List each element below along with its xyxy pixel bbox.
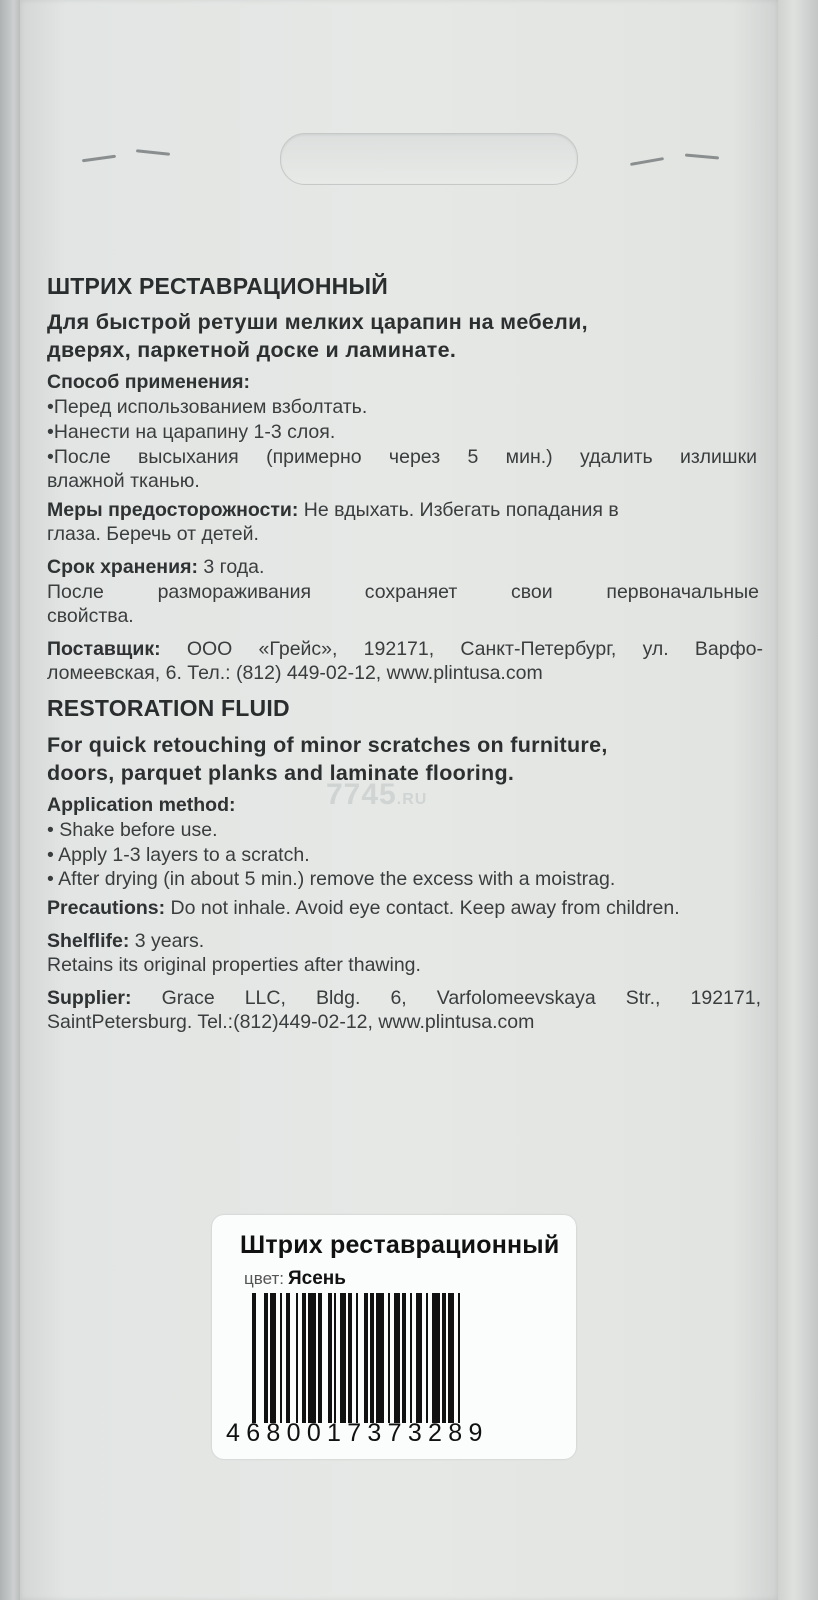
ru-subtitle-line1: Для быстрой ретуши мелких царапин на мебели, (47, 310, 588, 334)
ru-precautions-label: Меры предосторожности: (47, 499, 299, 521)
barcode-bar (432, 1293, 440, 1423)
en-supplier-label: Supplier: (47, 987, 132, 1009)
ru-shelf-note2: свойства. (47, 605, 134, 627)
barcode-bar (458, 1293, 460, 1423)
ru-supplier-label: Поставщик: (47, 638, 161, 660)
en-precautions-text: Do not inhale. Avoid eye contact. Keep away from children. (165, 897, 680, 919)
ru-precautions (47, 498, 777, 522)
en-subtitle-line1: For quick retouching of minor scratches on furniture, (47, 733, 608, 757)
package-left-edge (0, 0, 20, 1600)
sticker-color-label: цвет: (244, 1269, 284, 1288)
ru-supplier-text: ООО «Грейс», 192171, Санкт-Петербург, ул. Варфо- (160, 638, 763, 660)
en-method-item: • Apply 1-3 layers to a scratch. (47, 844, 310, 866)
ru-precautions-text2: глаза. Беречь от детей. (47, 523, 259, 545)
barcode-bar (448, 1293, 454, 1423)
barcode-bar (318, 1293, 322, 1423)
barcode-bar (334, 1293, 336, 1423)
ru-supplier (47, 637, 763, 661)
en-shelf (47, 929, 777, 953)
en-method-item: • After drying (in about 5 min.) remove the excess with a moistrag. (47, 868, 616, 890)
barcode-bar (394, 1293, 400, 1423)
ru-shelf-text: 3 года. (197, 556, 265, 578)
card-slit (82, 155, 116, 163)
en-title: RESTORATION FLUID (47, 695, 290, 721)
en-shelf-text: 3 years. (129, 930, 205, 952)
ru-method-label: Способ применения: (47, 371, 250, 393)
sticker-color-value: Ясень (287, 1268, 346, 1289)
barcode-bar (252, 1293, 256, 1423)
en-supplier (47, 986, 761, 1010)
watermark-logo: 7745.RU (326, 778, 428, 811)
barcode-bar (370, 1293, 374, 1423)
en-subtitle-line2: doors, parquet planks and laminate flooring. (47, 761, 515, 785)
barcode-bar (364, 1293, 368, 1423)
ru-shelf-label: Срок хранения: (47, 556, 198, 578)
product-sticker (212, 1215, 576, 1459)
en-precautions-label: Precautions: (47, 897, 166, 919)
barcode-bar (270, 1293, 276, 1423)
ru-shelf (47, 555, 777, 579)
sticker-color (244, 1268, 346, 1290)
barcode-bar (348, 1293, 352, 1423)
hang-hole (280, 133, 578, 185)
barcode-bar (442, 1293, 446, 1423)
barcode-bar (426, 1293, 428, 1423)
package-right-edge (778, 0, 818, 1600)
barcode-bar (376, 1293, 384, 1423)
barcode-bar (356, 1293, 358, 1423)
barcode-digits: 4680017373289 (226, 1419, 489, 1447)
en-supplier-text: Grace LLC, Bldg. 6, Varfolomeevskaya Str., 192171, (131, 987, 761, 1009)
en-shelf-label: Shelflife: (47, 930, 130, 952)
en-method-label: Application method: (47, 794, 236, 816)
barcode-bar (302, 1293, 306, 1423)
en-method-item: • Shake before use. (47, 819, 218, 841)
barcode-bar (388, 1293, 390, 1423)
ru-method-item: •Нанести на царапину 1-3 слоя. (47, 421, 336, 443)
ru-supplier-text2: ломеевская, 6. Тел.: (812) 449-02-12, www.plintusa.com (47, 662, 543, 684)
ru-title: ШТРИХ РЕСТАВРАЦИОННЫЙ (47, 273, 388, 299)
ru-subtitle-line2: дверях, паркетной доске и ламинате. (47, 338, 457, 362)
en-shelf-note: Retains its original properties after thawing. (47, 954, 421, 976)
barcode-bar (402, 1293, 406, 1423)
ru-method-item: влажной тканью. (47, 470, 200, 492)
barcode-bar (416, 1293, 422, 1423)
ru-shelf-note1: После размораживания сохраняет свои первоначальные (47, 581, 759, 603)
barcode-bar (264, 1293, 268, 1423)
barcode-bar (340, 1293, 346, 1423)
barcode-bar (296, 1293, 298, 1423)
barcode-bar (328, 1293, 332, 1423)
barcode-icon (252, 1293, 558, 1423)
en-supplier-text2: SaintPetersburg. Tel.:(812)449-02-12, www.plintusa.com (47, 1011, 535, 1033)
barcode-bar (280, 1293, 282, 1423)
ru-method-item: •После высыхания (примерно через 5 мин.) удалить излишки (47, 446, 757, 468)
barcode-bar (308, 1293, 316, 1423)
en-precautions (47, 896, 777, 920)
barcode-bar (286, 1293, 290, 1423)
card-slit (136, 149, 170, 156)
card-slit (630, 157, 664, 166)
ru-precautions-text: Не вдыхать. Избегать попадания в (298, 499, 619, 521)
sticker-title: Штрих реставрационный (240, 1231, 560, 1259)
barcode-bar (410, 1293, 412, 1423)
card-slit (685, 154, 719, 160)
ru-method-item: •Перед использованием взболтать. (47, 396, 368, 418)
